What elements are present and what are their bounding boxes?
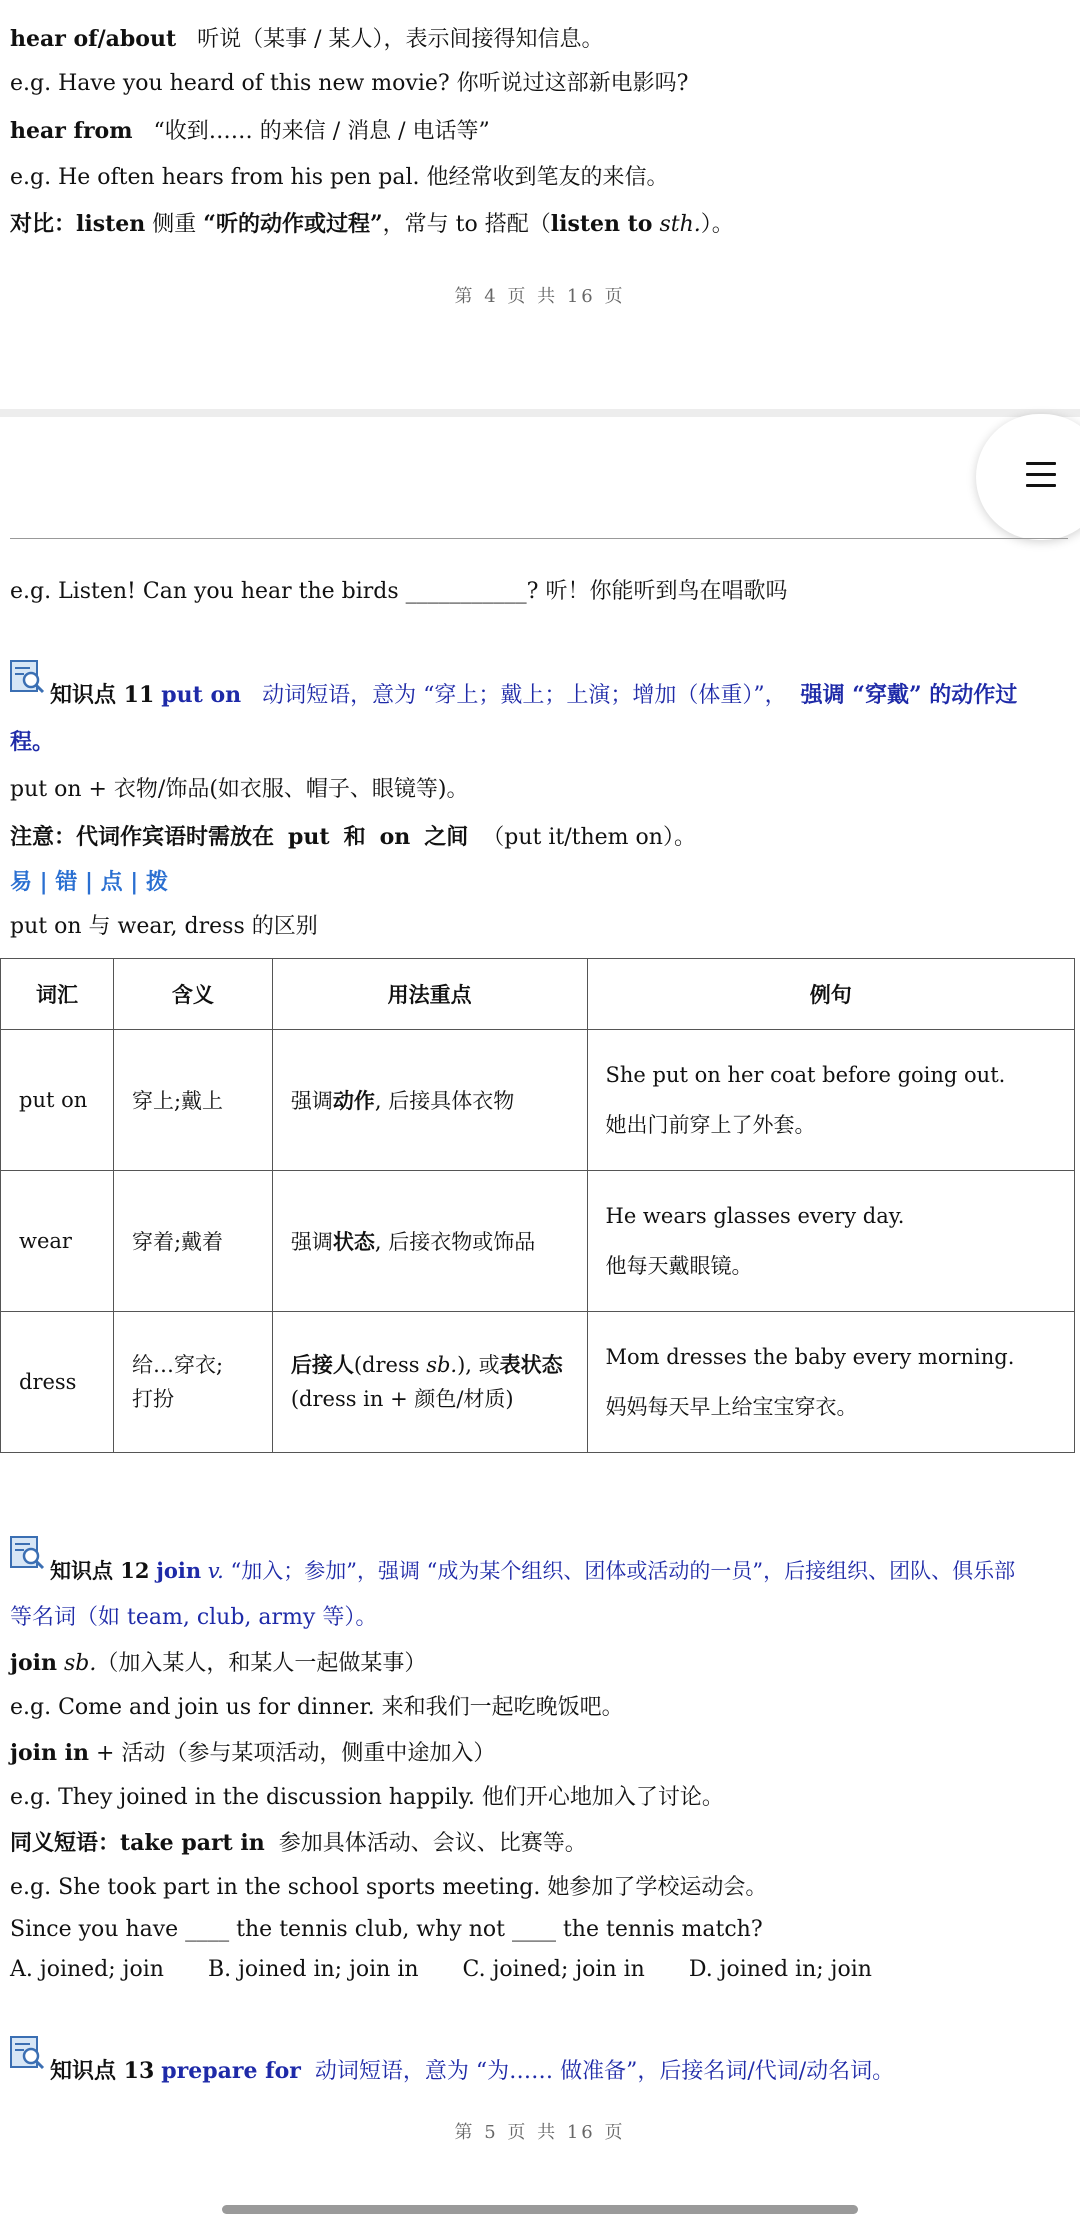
usage-line <box>291 1348 569 1382</box>
example-cell <box>587 1312 1074 1453</box>
option-b: B. joined in; join in <box>207 1957 419 1982</box>
comparison-table <box>0 958 1075 1453</box>
word-cell: wear <box>1 1171 114 1312</box>
usage-text: , 后接衣物或饰品 <box>374 1230 536 1254</box>
kp11-emphasis: 强调 “穿戴” 的动作过 <box>800 682 1018 708</box>
join-in-desc: + 活动（参与某项活动，侧重中途加入） <box>96 1741 496 1766</box>
knowledge-point-icon <box>10 659 46 695</box>
example-en: He wears glasses every day. <box>605 1204 905 1228</box>
table-header: 含义 <box>113 959 272 1030</box>
menu-button[interactable] <box>976 414 1080 540</box>
kp13-heading <box>50 2056 894 2087</box>
example-line: e.g. She took part in the school sports meeting. 她参加了学校运动会。 <box>10 1875 768 1900</box>
table-row <box>1 1312 1075 1453</box>
example-en: e.g. Have you heard of this new movie? <box>10 71 450 96</box>
synonym-line <box>10 1828 587 1859</box>
example-cell <box>587 1030 1074 1171</box>
contrast-text: 搭配（ <box>484 212 551 237</box>
word-cell: put on <box>1 1030 114 1171</box>
example-cn: 妈妈每天早上给宝宝穿衣。 <box>605 1395 858 1419</box>
join-sb-line <box>10 1648 426 1679</box>
table-header: 用法重点 <box>272 959 587 1030</box>
hear-from-line <box>10 116 490 147</box>
kp12-desc: “加入；参加”，强调 “成为某个组织、团体或活动的一员”，后接组织、团队、俱乐部 <box>230 1559 1016 1583</box>
hamburger-menu-icon <box>1026 462 1056 492</box>
page-footer-5: 第 5 页 共 16 页 <box>454 2122 626 2143</box>
join-desc: （加入某人，和某人一起做某事） <box>96 1651 427 1676</box>
usage-bold: 表状态 <box>499 1352 563 1377</box>
usage-cell <box>272 1171 587 1312</box>
kp12-term: join <box>156 1558 202 1583</box>
example-line: e.g. Come and join us for dinner. 来和我们一起吃晚饭吧。 <box>10 1695 624 1720</box>
meaning-line: 打扮 <box>131 1387 174 1411</box>
diff-title: put on 与 wear, dress 的区别 <box>10 914 318 939</box>
note-between: 之间 <box>424 824 469 850</box>
contrast-label: 对比： <box>10 211 77 237</box>
join-in-term: join in <box>10 1740 89 1766</box>
table-header-row <box>1 959 1075 1030</box>
kp12-heading <box>50 1556 1015 1586</box>
example-cell <box>587 1171 1074 1312</box>
contrast-text: ）。 <box>700 212 734 237</box>
usage-bold: 后接人 <box>290 1352 354 1377</box>
kp11-term: put on <box>161 682 242 708</box>
option-c: C. joined; join in <box>462 1957 645 1982</box>
kp11-emphasis-wrap: 程。 <box>10 729 55 755</box>
kp11-label: 知识点 11 <box>50 682 155 708</box>
page-separator <box>0 409 1080 417</box>
hear-of-term: hear of/about <box>10 26 177 52</box>
table-header: 例句 <box>587 959 1074 1030</box>
usage-text: 强调 <box>290 1230 333 1254</box>
hear-of-line <box>10 24 604 55</box>
kp11-line1: put on + 衣物/饰品(如衣服、帽子、眼镜等)。 <box>10 777 469 802</box>
meaning-cell: 穿着;戴着 <box>113 1171 272 1312</box>
kp13-desc: 动词短语，意为 “为…… 做准备”，后接名词/代词/动名词。 <box>314 2059 895 2084</box>
kp11-note <box>10 822 696 853</box>
contrast-text: to <box>455 212 478 237</box>
option-a: A. joined; join <box>10 1957 164 1982</box>
join-in-line <box>10 1738 495 1769</box>
header-divider <box>10 538 1068 539</box>
table-row <box>1 1030 1075 1171</box>
synonym-desc: 参加具体活动、会议、比赛等。 <box>278 1831 587 1856</box>
example-line: e.g. They joined in the discussion happily. 他们开心地加入了讨论。 <box>10 1785 724 1810</box>
home-indicator[interactable] <box>222 2205 858 2214</box>
contrast-term: listen <box>76 211 146 237</box>
knowledge-point-icon <box>10 1535 46 1571</box>
contrast-line <box>10 209 734 240</box>
example-cn: 她出门前穿上了外套。 <box>605 1113 816 1137</box>
example-line-2 <box>10 163 669 193</box>
usage-text: (dress <box>353 1353 427 1377</box>
meaning-line: 给…穿衣; <box>131 1353 224 1377</box>
note-tail: （put it/them on）。 <box>482 825 696 850</box>
listen-example: e.g. Listen! Can you hear the birds ___________? 听！你能听到鸟在唱歌吗 <box>10 579 788 604</box>
note-label: 注意：代词作宾语时需放在 <box>10 824 275 850</box>
page-footer-4: 第 4 页 共 16 页 <box>454 286 626 307</box>
example-en: Mom dresses the baby every morning. <box>605 1345 1015 1369</box>
contrast-emphasis: “听的动作或过程” <box>203 211 383 237</box>
table-header: 词汇 <box>1 959 114 1030</box>
note-on: on <box>379 824 411 850</box>
usage-text: 强调 <box>290 1089 333 1113</box>
usage-cell <box>272 1030 587 1171</box>
example-cn: 他经常收到笔友的来信。 <box>426 165 669 190</box>
kp13-term: prepare for <box>161 2058 301 2084</box>
usage-cell <box>272 1312 587 1453</box>
contrast-text: 侧重 <box>152 212 197 237</box>
note-and: 和 <box>343 824 366 850</box>
usage-bold: 状态 <box>332 1229 375 1254</box>
kp12-pos: v. <box>207 1559 224 1583</box>
knowledge-point-icon <box>10 2035 46 2071</box>
kp11-heading <box>50 680 1017 711</box>
exercise-question: Since you have ____ the tennis club, why not ____ the tennis match? <box>10 1917 763 1942</box>
kp11-desc: 动词短语，意为 “穿上；戴上；上演；增加（体重）”， <box>262 683 787 708</box>
exercise-options <box>10 1955 872 1985</box>
synonym-label: 同义短语： <box>10 1830 121 1856</box>
example-cn: 他每天戴眼镜。 <box>605 1254 753 1278</box>
contrast-text: ，常与 <box>382 212 449 237</box>
meaning-cell: 穿上;戴上 <box>113 1030 272 1171</box>
example-cn: 你听说过这部新电影吗? <box>456 71 689 96</box>
hear-of-desc: 听说（某事 / 某人），表示间接得知信息。 <box>197 27 604 52</box>
usage-text: , 后接具体衣物 <box>374 1089 515 1113</box>
meaning-cell <box>113 1312 272 1453</box>
example-en: She put on her coat before going out. <box>605 1063 1006 1087</box>
contrast-sth: sth. <box>659 212 701 237</box>
usage-italic: sb. <box>426 1353 458 1377</box>
table-row <box>1 1171 1075 1312</box>
usage-bold: 动作 <box>332 1088 375 1113</box>
error-tip-tag: 易 | 错 | 点 | 拨 <box>10 869 168 895</box>
kp12-desc-2: 等名词（如 team, club, army 等）。 <box>10 1605 378 1630</box>
example-line-1 <box>10 69 688 99</box>
usage-line: (dress in + 颜色/材质) <box>290 1387 514 1411</box>
hear-from-desc: “收到…… 的来信 / 消息 / 电话等” <box>153 119 490 144</box>
join-sb: sb. <box>64 1651 97 1676</box>
example-en: e.g. He often hears from his pen pal. <box>10 165 420 190</box>
usage-text: ), 或 <box>457 1353 500 1377</box>
hear-from-term: hear from <box>10 118 133 144</box>
word-cell: dress <box>1 1312 114 1453</box>
kp13-label: 知识点 13 <box>50 2058 155 2084</box>
contrast-term: listen to <box>550 211 653 237</box>
option-d: D. joined in; join <box>688 1957 872 1982</box>
kp12-label: 知识点 12 <box>50 1558 150 1583</box>
note-put: put <box>288 824 330 850</box>
synonym-term: take part in <box>120 1830 265 1856</box>
join-term: join <box>10 1650 57 1676</box>
